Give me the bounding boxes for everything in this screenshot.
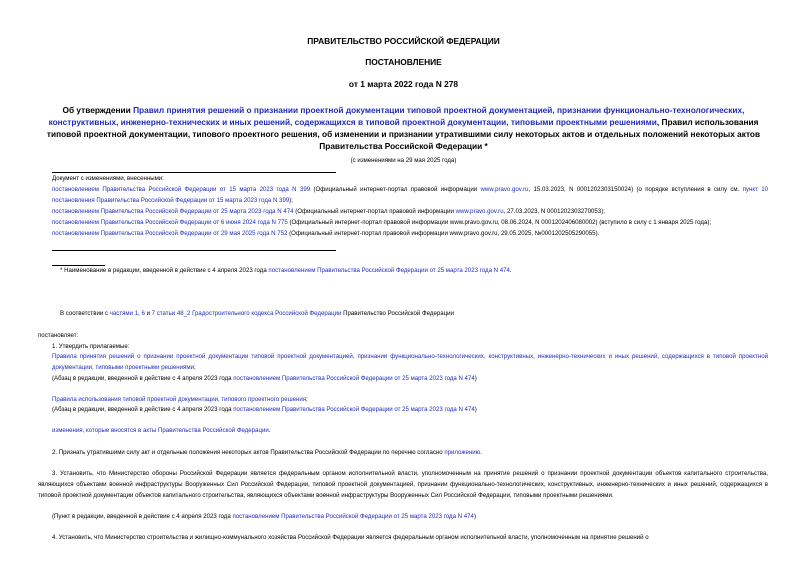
rules1-link[interactable]: Правила принятия решений о признании проектной документации типовой проектной документацией, признании функционально-технологических, конструктивных, инженерно-технических и иных решений, содержащихся в типовой проектной документации, типовыми проектными решениями bbox=[52, 353, 768, 371]
p1-note2: (Абзац в редакции, введенной в действие с 4 апреля 2023 года постановлением Правительства Российской Федерации от 25 марта 2023 года N 474) bbox=[52, 406, 477, 413]
document-title bbox=[36, 104, 771, 152]
p4: 4. Установить, что Министерство строительства и жилищно-коммунального хозяйства Российской Федерации является федеральным органом исполнительной власти, уполномоченным на принятие решений о bbox=[52, 534, 649, 541]
p1-text: 1. Утвердить прилагаемые: bbox=[52, 343, 130, 350]
changes-acts-link[interactable]: изменения, которые вносятся в акты Правительства Российской Федерации bbox=[52, 427, 269, 434]
portal-link-2[interactable]: www.pravo.gov.ru bbox=[455, 208, 504, 215]
divider-bottom bbox=[52, 250, 336, 251]
resolves: постановляет: bbox=[38, 332, 79, 339]
p3: 3. Установить, что Министерство обороны Российской Федерации является федеральным органом исполнительной власти, уполномоченным на принятие решений о признании проектной документации объектов капитального строительства, являющихся объектами военной инфраструктуры Вооруженных Сил Российской Федерации, типовой проектной документацией, признании функционально-технологических, конструктивных, инженерно-технических и иных решений, содержащихся в типовой проектной документации объектов капитального строительства, являющихся объектами военной инфраструктуры Вооруженных Сил Российской Федерации, типовыми проектными решениями. bbox=[38, 470, 768, 499]
note1-link[interactable]: постановлением Правительства Российской Федерации от 25 марта 2023 года N 474 bbox=[233, 375, 475, 382]
preamble-link-part1[interactable]: частями 1 bbox=[109, 310, 139, 317]
change-link-752[interactable]: постановлением Правительства Российской Федерации от 29 мая 2025 года N 752 bbox=[52, 230, 288, 237]
change-item-1: постановлением Правительства Российской Федерации от 15 марта 2023 года N 399 (Официальный интернет-портал правовой информации www.pravo.gov.ru, 15.03.2023, N 0001202303150024) (о порядке вступления в силу см. пункт 10 постановления Правительства Российской Федерации от 15 марта 2023 года N 399); bbox=[52, 186, 768, 204]
p1-rules1: Правила принятия решений о признании проектной документации типовой проектной документацией, признании функционально-технологических, конструктивных, инженерно-технических и иных решений, содержащихся в типовой проектной документации, типовыми проектными решениями; bbox=[52, 353, 768, 371]
document-date: от 1 марта 2022 года N 278 bbox=[348, 79, 459, 89]
change-link-399[interactable]: постановлением Правительства Российской Федерации от 15 марта 2023 года N 399 bbox=[52, 186, 311, 193]
change-link-399-p10[interactable]: пункт 10 постановления Правительства Российской Федерации от 15 марта 2023 года N 399 bbox=[52, 186, 768, 204]
document-type: ПОСТАНОВЛЕНИЕ bbox=[365, 57, 442, 67]
title-suffix: , Правил использования типовой проектной документации, типового проектного решения, об изменении и признании утратившими силу некоторых актов и отдельных положений некоторых актов Правительства Российской Федерации * bbox=[46, 117, 761, 151]
change-link-775[interactable]: постановлением Правительства Российской Федерации от 6 июня 2024 года N 775 bbox=[52, 219, 288, 226]
p3-note-link[interactable]: постановлением Правительства Российской Федерации от 25 марта 2023 года N 474 bbox=[232, 513, 474, 520]
title-rules-link[interactable]: Правил принятия решений о признании проектной документации типовой проектной документацией, признании функционально-технологических, конструктивных, инженерно-технических и иных решений, содержащихся в типовой проектной документации, типовыми проектными решениями bbox=[48, 105, 745, 127]
change-item-2: постановлением Правительства Российской Федерации от 25 марта 2023 года N 474 (Официальный интернет-портал правовой информации www.pravo.gov.ru, 27.03.2023, N 0001202303270053); bbox=[52, 208, 605, 215]
preamble-link-code[interactable]: 7 статьи 48_2 Градостроительного кодекса Российской Федерации bbox=[151, 310, 342, 317]
change-item-4: постановлением Правительства Российской Федерации от 29 мая 2025 года N 752 (Официальный интернет-портал правовой информации www.pravo.gov.ru, 29.05.2025, №0001202505290055). bbox=[52, 230, 600, 237]
preamble-link-part6[interactable]: 6 bbox=[141, 310, 145, 317]
appendix-link[interactable]: приложению bbox=[444, 449, 481, 456]
p1-changes: изменения, которые вносятся в акты Правительства Российской Федерации. bbox=[52, 427, 271, 434]
changes-block bbox=[52, 173, 768, 239]
p1-rules2: Правила использования типовой проектной документации, типового проектного решения; bbox=[52, 396, 308, 403]
change-item-3: постановлением Правительства Российской Федерации от 6 июня 2024 года N 775 (Официальный интернет-портал правовой информации www.pravo.gov.ru, 08.06.2024, N 0001202406080002) (вступило в силу с 1 января 2025 года); bbox=[52, 219, 712, 226]
changes-heading: Документ с изменениями, внесенными: bbox=[52, 175, 164, 182]
edition-note: (с изменениями на 29 мая 2025 года) bbox=[350, 157, 457, 164]
footnote-link[interactable]: постановлением Правительства Российской Федерации от 25 марта 2023 года N 474 bbox=[268, 267, 510, 274]
footnote: * Наименование в редакции, введенной в действие с 4 апреля 2023 года постановлением Правительства Российской Федерации от 25 марта 2023 года N 474. bbox=[60, 267, 512, 274]
note2-link[interactable]: постановлением Правительства Российской Федерации от 25 марта 2023 года N 474 bbox=[233, 406, 475, 413]
title-prefix: Об утверждении bbox=[62, 105, 134, 115]
preamble: В соответствии с частями 1, 6 и 7 статьи 48_2 Градостроительного кодекса Российской Федерации Правительство Российской Федерации bbox=[60, 310, 454, 317]
p3-note: (Пункт в редакции, введенной в действие с 4 апреля 2023 года постановлением Правительства Российской Федерации от 25 марта 2023 года N 474) bbox=[52, 513, 476, 520]
portal-link[interactable]: www.pravo.gov.ru bbox=[480, 186, 529, 193]
p1-note1: (Абзац в редакции, введенной в действие с 4 апреля 2023 года постановлением Правительства Российской Федерации от 25 марта 2023 года N 474) bbox=[52, 375, 477, 382]
change-link-474[interactable]: постановлением Правительства Российской Федерации от 25 марта 2023 года N 474 bbox=[52, 208, 294, 215]
rules2-link[interactable]: Правила использования типовой проектной документации, типового проектного решения bbox=[52, 396, 307, 403]
p2: 2. Признать утратившими силу акт и отдельные положения некоторых актов Правительства Российской Федерации по перечню согласно приложению. bbox=[52, 449, 482, 456]
document-org: ПРАВИТЕЛЬСТВО РОССИЙСКОЙ ФЕДЕРАЦИИ bbox=[307, 36, 500, 46]
